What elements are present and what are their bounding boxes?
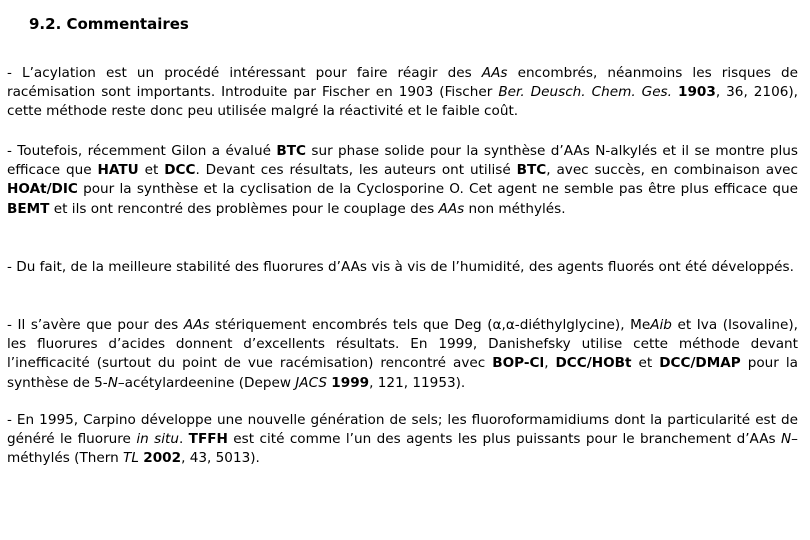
text-run: et ils ont rencontré des problèmes pour le couplage des [49,200,439,217]
italic-text: N [781,431,792,448]
text-run: sur phase solide pour la synthèse d’AAs N-alkylés et il se montre plus efficace que [7,143,798,179]
reagent-name: BEMT [7,200,50,217]
reagent-name: DCC [164,162,196,179]
italic-text: AAs [438,200,465,217]
paragraph-hindered-aas [7,316,798,393]
citation-year: 2002 [143,450,182,467]
text-run: . [178,431,189,448]
italic-text: AAs [183,317,210,333]
reagent-name: BOP-Cl [492,355,545,372]
text-run: - En 1995, Carpino développe une nouvelle génération de sels; les fluoroformamidiums dont la particularité est de généré le fluorure [7,412,798,448]
text-run: pour la synthèse et la cyclisation de la Cyclosporine O. Cet agent ne semble pas être plus efficace que [77,181,798,198]
reagent-name: TFFH [188,431,228,448]
text-run: , 43, 5013). [181,450,260,467]
italic-text: Aib [650,317,672,333]
text-run: et Iva (Isovaline), les fluorures d’acides donnent d’excellents résultats. En 1999, Danishefsky utilise cette méthode devant l’inefficacité (surtout du point de vue racémisation) rencontré avec [7,317,798,372]
reagent-name: BTC [276,143,306,159]
journal-name: Ber. Deusch. Chem. Ges. [498,84,672,101]
text-run: –acétylardeenine (Depew [117,374,296,391]
text-run: - L’acylation est un procédé intéressant pour faire réagir des [7,65,482,81]
paragraph-acylation [7,64,798,122]
text-run: , avec succès, en combinaison avec [546,162,798,179]
text-run: , 36, 2106), cette méthode reste donc peu utilisée malgré la réactivité et le faible coût. [7,84,798,120]
text-run: non méthylés. [464,200,566,217]
text-run: et [631,355,660,372]
journal-name: JACS [295,374,327,391]
reagent-name: HATU [97,162,139,179]
text-run: , 121, 11953). [369,374,466,391]
italic-text: in situ [136,431,179,448]
text-run: est cité comme l’un des agents les plus puissants pour le branchement d’AAs [227,431,781,448]
paragraph-carpino [7,411,798,469]
section-heading: 9.2. Commentaires [29,15,189,33]
text-run: et [138,162,165,179]
reagent-name: DCC/HOBt [555,355,632,372]
reagent-name: HOAt/DIC [7,181,78,198]
text-run: , [544,355,556,372]
text-run: stériquement encombrés tels que Deg (α,α-diéthylglycine), Me [209,317,651,333]
text-run: –méthylés (Thern [7,431,798,467]
text-run: . Devant ces résultats, les auteurs ont utilisé [195,162,517,179]
text-run: - Il s’avère que pour des [7,317,184,333]
citation-year: 1999 [331,374,370,391]
italic-text: N [107,374,118,391]
text-run: - Du fait, de la meilleure stabilité des fluorures d’AAs vis à vis de l’humidité, des agents fluorés ont été développés. [7,259,794,275]
text-run: pour la synthèse de 5- [7,355,798,391]
reagent-name: BTC [516,162,547,179]
text-run: - Toutefois, récemment Gilon a évalué [7,143,277,159]
citation-year: 1903 [677,84,716,101]
paragraph-btc [7,142,798,219]
paragraph-fluorides [7,258,798,277]
italic-text: AAs [481,65,508,81]
journal-name: TL [123,450,139,467]
text-run: encombrés, néanmoins les risques de racémisation sont importants. Introduite par Fischer en 1903 (Fischer [7,65,798,101]
reagent-name: DCC/DMAP [659,355,741,372]
